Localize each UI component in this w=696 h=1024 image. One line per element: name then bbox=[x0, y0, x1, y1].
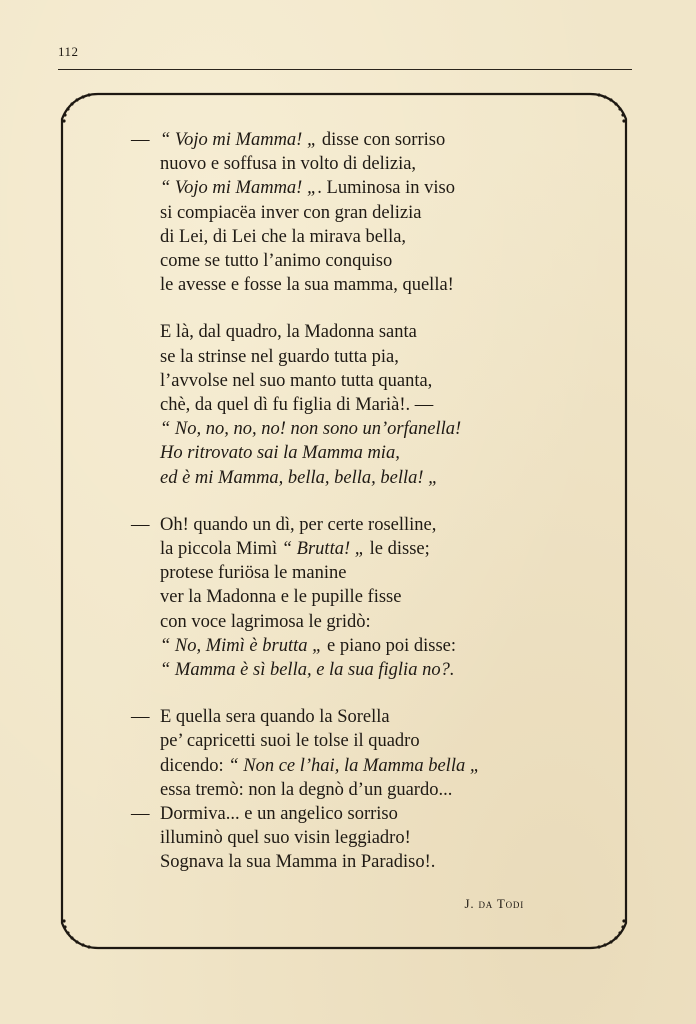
poem-line bbox=[160, 152, 590, 176]
poem-stanza bbox=[131, 513, 590, 682]
text-segment: l’avvolse nel suo manto tutta quanta, bbox=[160, 370, 433, 391]
poem-line bbox=[160, 225, 590, 249]
text-segment: illuminò quel suo visin leggiadro! bbox=[160, 828, 411, 849]
poem-stanza bbox=[131, 128, 590, 297]
italic-segment: “ Brutta! „ bbox=[281, 539, 366, 560]
poem-line bbox=[160, 393, 590, 417]
text-segment: Dormiva... e un angelico sorriso bbox=[160, 804, 398, 825]
text-segment: essa tremò: non la degnò d’un guardo... bbox=[160, 779, 453, 800]
poem-line bbox=[160, 561, 590, 585]
poem-line bbox=[160, 610, 590, 634]
text-segment: disse con sorriso bbox=[317, 130, 446, 150]
italic-segment: “ Vojo mi Mamma! „ bbox=[160, 178, 318, 199]
header-rule bbox=[58, 69, 632, 70]
poem-line bbox=[160, 754, 590, 778]
text-segment: con voce lagrimosa le gridò: bbox=[160, 611, 371, 632]
signature-text: J. da Todi bbox=[464, 896, 524, 911]
text-segment: si compiacëa inver con gran delizia bbox=[160, 202, 422, 223]
text-segment: di Lei, di Lei che la mirava bella, bbox=[160, 226, 407, 247]
text-segment: le disse; bbox=[365, 539, 430, 560]
italic-segment: “ Mamma è sì bella, e la sua figlia no?. bbox=[160, 660, 455, 681]
poem-line bbox=[160, 778, 590, 802]
italic-segment: “ Vojo mi Mamma! „ bbox=[160, 130, 318, 150]
text-segment: pe’ capricetti suoi le tolse il quadro bbox=[160, 731, 420, 752]
poem-line bbox=[131, 513, 590, 537]
poem-line bbox=[160, 537, 590, 561]
text-segment: se la strinse nel guardo tutta pia, bbox=[160, 346, 399, 367]
poem-body bbox=[131, 128, 590, 898]
poem-line bbox=[160, 369, 590, 393]
poem-line bbox=[160, 634, 590, 658]
text-segment: E là, dal quadro, la Madonna santa bbox=[160, 322, 417, 343]
poem-line bbox=[160, 201, 590, 225]
dialogue-dash: — bbox=[131, 514, 150, 535]
dialogue-dash: — bbox=[131, 130, 150, 150]
poem-line bbox=[160, 273, 590, 297]
text-segment: come se tutto l’animo conquiso bbox=[160, 251, 393, 272]
poem-line bbox=[160, 658, 590, 682]
dialogue-dash: — bbox=[131, 804, 150, 825]
text-segment: ver la Madonna e le pupille fisse bbox=[160, 587, 402, 608]
poem-line bbox=[160, 249, 590, 273]
poem-stanza bbox=[160, 320, 590, 489]
text-segment: dicendo: bbox=[160, 755, 229, 776]
text-segment: la piccola Mimì bbox=[160, 539, 282, 560]
text-segment: chè, da quel dì fu figlia di Marià!. — bbox=[160, 395, 434, 416]
poem-line bbox=[160, 320, 590, 344]
text-segment: nuovo e soffusa in volto di delizia, bbox=[160, 154, 417, 175]
poem-line bbox=[131, 705, 590, 729]
poem-line bbox=[160, 585, 590, 609]
poem-line bbox=[160, 345, 590, 369]
italic-segment: “ No, no, no, no! non sono un’orfanella! bbox=[160, 419, 462, 440]
poem-line bbox=[160, 176, 590, 200]
poem-line bbox=[160, 826, 590, 850]
dialogue-dash: — bbox=[131, 707, 150, 728]
text-segment: E quella sera quando la Sorella bbox=[160, 707, 390, 728]
poem-line bbox=[160, 441, 590, 465]
poem-line bbox=[160, 417, 590, 441]
poem-stanza bbox=[131, 705, 590, 874]
poem-line bbox=[160, 850, 590, 874]
text-segment: . Luminosa in viso bbox=[317, 178, 455, 199]
poem-line bbox=[131, 128, 590, 152]
text-segment: le avesse e fosse la sua mamma, quella! bbox=[160, 275, 454, 296]
italic-segment: “ Non ce l’hai, la Mamma bella „ bbox=[228, 755, 481, 776]
italic-segment: “ No, Mimì è brutta „ bbox=[160, 635, 323, 656]
italic-segment: ed è mi Mamma, bella, bella, bella! „ bbox=[160, 467, 439, 488]
text-segment: Sognava la sua Mamma in Paradiso!. bbox=[160, 852, 436, 873]
poem-line bbox=[160, 729, 590, 753]
page-number: 112 bbox=[58, 44, 79, 59]
text-segment: protese furiösa le manine bbox=[160, 563, 347, 584]
author-signature bbox=[464, 896, 524, 912]
text-segment: e piano poi disse: bbox=[322, 635, 457, 656]
italic-segment: Ho ritrovato sai la Mamma mia, bbox=[160, 443, 400, 464]
text-segment: Oh! quando un dì, per certe roselline, bbox=[160, 514, 437, 535]
poem-line bbox=[131, 802, 590, 826]
poem-line bbox=[160, 466, 590, 490]
